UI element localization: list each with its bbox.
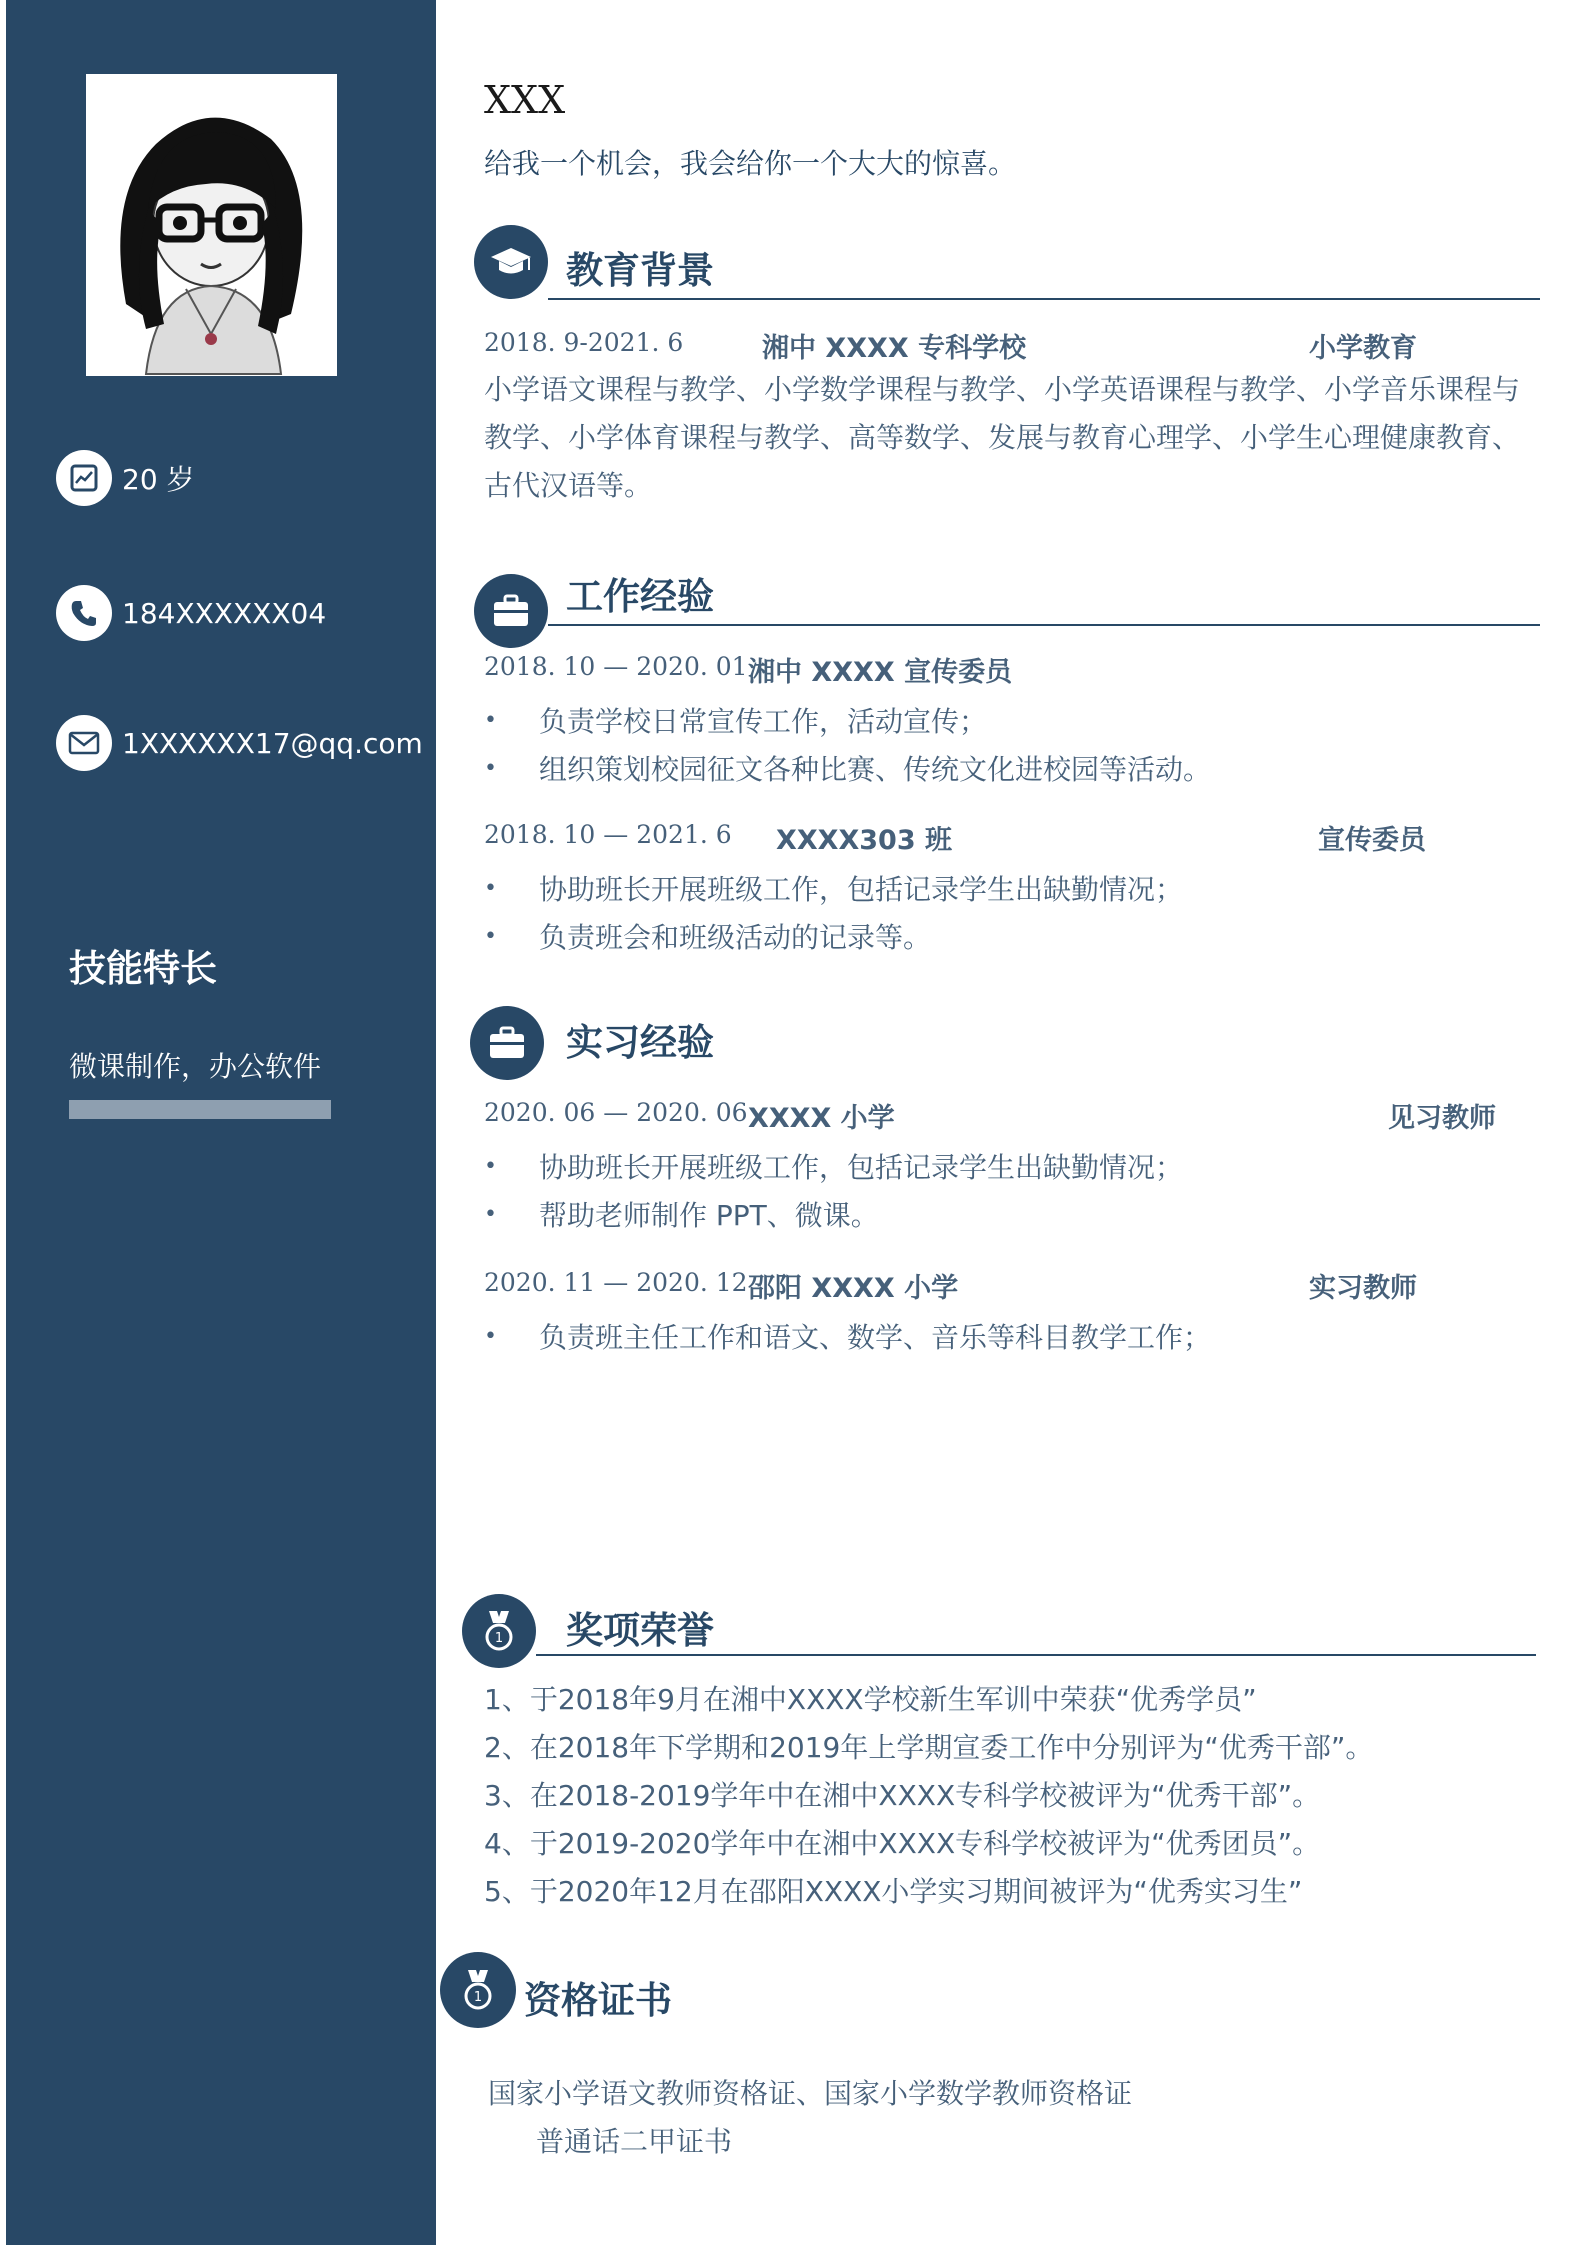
list-item: 5、于2020年12月在邵阳XXXX小学实习期间被评为“优秀实习生”: [484, 1875, 1303, 1908]
internship-2-date: 2020. 11 — 2020. 12: [484, 1268, 748, 1297]
main-content: XXX 给我一个机会，我会给你一个大大的惊喜。 教育背景 2018. 9-2021. 6 湘中 XXXX 专科学校 小学教育 小学语文课程与教学、小学数学课程与教学、小学英语课程与教学、小学音乐课程与教学、小学体育课程与教学、高等数学、发展与教育心理学、小学生心理健康教育、古代汉语等。 工作经验 2018. 10 — 2020. 01 湘中 XXXX 宣传委员 负责学校日常宣传工作，活动宣传； 组织策划校园征文各种比赛、传统文化进校园等活动。 2018. 10 — 2021. 6 XXXX303 班 宣传委员 协助班长开展班级工作，包括记录学生出缺勤情况； 负责班会和班级活动的记录等。 实习经验 2020. 06 — 2020. 06 XXXX 小学 见习教师 协助班长开展班级工作，包括记录学生出缺勤情况； 帮助老师制作 PPT、微课。 2020. 11 — 2020. 12 邵阳 XXXX 小学 实习教师 负责班主任工作和语文、数学、音乐等科目教学工作； 1 奖项荣誉 1、于2018年9月在湘中XXXX学校新生军训中荣获“优秀学员” 2、在2018年下学期和2019年上学期宣委工作中分别评为“优秀干部”。 3、在2018-2019学年中在湘中XXXX专科学校被评为“优秀干部”。 4、于2019-2020学年中在湘中XXXX专科学校被评为“优秀团员”。 5、于2020年12月在邵阳XXXX小学实习期间被评为“优秀实习生” 1 资格证书 国家小学语文教师资格证、国家小学数学教师资格证 普通话二甲证书: [0, 0, 1587, 2245]
list-item: 4、于2019-2020学年中在湘中XXXX专科学校被评为“优秀团员”。: [484, 1827, 1321, 1860]
education-title: 教育背景: [566, 249, 714, 292]
awards-rule: [536, 1654, 1536, 1656]
internship-title: 实习经验: [566, 1021, 714, 1064]
skills-text: 微课制作，办公软件: [69, 1050, 322, 1083]
internship-1-role: 见习教师: [1388, 1103, 1496, 1134]
internship-2-org: 邵阳 XXXX 小学: [748, 1273, 959, 1304]
slogan: 给我一个机会，我会给你一个大大的惊喜。: [484, 147, 1017, 180]
education-date: 2018. 9-2021. 6: [484, 328, 684, 357]
work-2-org: XXXX303 班: [776, 825, 953, 856]
briefcase-icon: [470, 1006, 544, 1080]
briefcase-icon: [474, 574, 548, 648]
svg-text:1: 1: [494, 1631, 504, 1646]
list-item: 国家小学语文教师资格证、国家小学数学教师资格证: [488, 2077, 1133, 2110]
graduation-cap-icon: [474, 225, 548, 299]
medal-icon: [440, 1952, 516, 2028]
education-major: 小学教育: [1309, 333, 1417, 364]
internship-1-date: 2020. 06 — 2020. 06: [484, 1098, 748, 1127]
education-rule: [548, 298, 1540, 300]
svg-text:1: 1: [473, 1990, 483, 2005]
age-text: 20 岁: [122, 463, 195, 496]
education-courses: 小学语文课程与教学、小学数学课程与教学、小学英语课程与教学、小学音乐课程与教学、小学体育课程与教学、高等数学、发展与教育心理学、小学生心理健康教育、古代汉语等。: [484, 373, 1521, 502]
certificates-title: 资格证书: [524, 1979, 672, 2022]
work-2-role: 宣传委员: [1318, 825, 1426, 856]
list-item: 普通话二甲证书: [536, 2125, 733, 2158]
internship-1-org: XXXX 小学: [748, 1103, 895, 1134]
work-1-org: 湘中 XXXX 宣传委员: [748, 657, 1013, 688]
email-text: 1XXXXXX17@qq.com: [122, 726, 423, 760]
name: XXX: [484, 78, 566, 122]
medal-icon: [462, 1594, 536, 1668]
work-title: 工作经验: [566, 575, 714, 618]
awards-title: 奖项荣誉: [566, 1609, 714, 1652]
work-1-date: 2018. 10 — 2020. 01: [484, 652, 748, 681]
list-item: 3、在2018-2019学年中在湘中XXXX专科学校被评为“优秀干部”。: [484, 1779, 1321, 1812]
work-rule: [548, 624, 1540, 626]
internship-2-role: 实习教师: [1309, 1273, 1417, 1304]
list-item: 2、在2018年下学期和2019年上学期宣委工作中分别评为“优秀干部”。: [484, 1731, 1374, 1764]
work-2-date: 2018. 10 — 2021. 6: [484, 820, 732, 849]
list-item: 1、于2018年9月在湘中XXXX学校新生军训中荣获“优秀学员”: [484, 1683, 1257, 1716]
education-school: 湘中 XXXX 专科学校: [762, 333, 1027, 364]
phone-text: 184XXXXXX04: [122, 596, 327, 630]
skills-title: 技能特长: [69, 947, 217, 990]
